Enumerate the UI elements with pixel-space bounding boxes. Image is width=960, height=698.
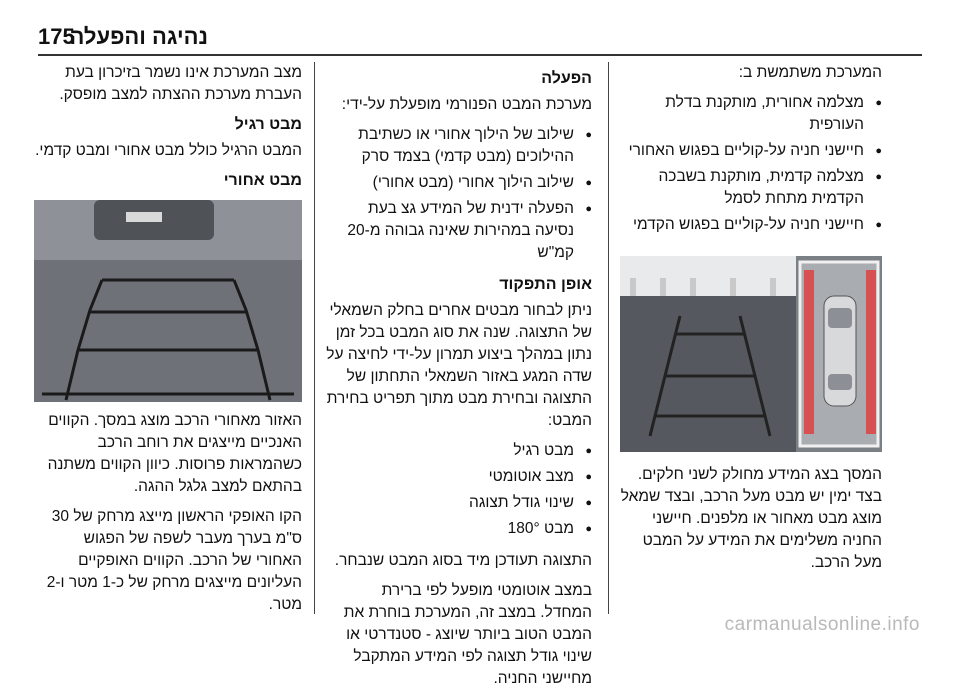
activation-list (326, 124, 592, 264)
normal-view-paragraph: המבט הרגיל כולל מבט אחורי ומבט קדמי. (35, 142, 302, 159)
panoramic-display-image (620, 256, 882, 452)
column-divider (608, 62, 609, 614)
heading-activation: הפעלה (541, 70, 592, 87)
list-item: ● חיישני חניה על-קוליים בפגוש האחורי (620, 140, 864, 162)
heading-rear-view: מבט אחורי (223, 172, 302, 189)
system-intro: המערכת משתמשת ב: (738, 64, 882, 81)
right-column (620, 62, 882, 582)
list-item: ● שינוי גודל תצוגה (326, 492, 574, 514)
heading-normal-view: מבט רגיל (234, 116, 302, 133)
page-number: 175 (38, 24, 75, 49)
list-item: ● שילוב הילוך אחורי (מבט אחורי) (326, 172, 574, 194)
activation-intro: מערכת המבט הפנורמי מופעלת על-ידי: (341, 96, 592, 113)
column-divider (314, 62, 315, 614)
list-item: ● שילוב של הילוך אחורי או כשתיבת ההילוכים (מבט קדמי) בצמד סרק (326, 124, 574, 168)
left-column (34, 62, 302, 624)
list-item: ● חיישני חניה על-קוליים בפגוש הקדמי (620, 214, 864, 236)
system-components-list (620, 92, 882, 236)
auto-mode-paragraph: במצב אוטומטי מופעל לפי ברירת המחדל. במצב זה, המערכת בוחרת את המבט הטוב ביותר שיוצג - סטנדרטי או שינוי גודל תצוגה לפי המידע המתקבל מחיישני החניה. (343, 582, 592, 687)
parking-camera-illustration (620, 256, 882, 452)
list-item: ● מצלמה קדמית, מותקנת בשבכה הקדמית מתחת לסמל (620, 166, 864, 210)
view-modes-list (326, 440, 592, 540)
zone-paragraph: האזור מאחורי הרכב מוצג במסך. הקווים האנכיים מייצגים את רוחב הרכב כשהמראות פרוסות. כיוון הקווים משתנה בהתאם למצב גלגל ההגה. (47, 412, 302, 495)
list-item: ● מבט רגיל (326, 440, 574, 462)
list-item: ● מבט 180° (326, 518, 574, 540)
heading-mode: אופן התפקוד (499, 276, 592, 293)
figure-caption: המסך בצג המידע מחולק לשני חלקים. בצד ימין יש מבט מעל הרכב, ובצד שמאל מוצג מבט מאחור או מלפנים. חיישני החניה משלימים את המידע על המבט מעל הרכב. (620, 466, 882, 571)
guide-lines-paragraph: הקו האופקי הראשון מייצג מרחק של 30 ס"מ בערך מעבר לשפה של הפגוש האחורי של הרכב. הקווים האופקיים העליונים מייצגים מרחק של כ-1 מטר ו-2 מטר. (46, 508, 302, 613)
mode-paragraph: ניתן לבחור מבטים אחרים בחלק השמאלי של התצוגה. שנה את סוג המבט בכל זמן נתון במהלך ביצוע תמרון על-ידי לחיצה על שדה המגע באזור השמאלי התחתון של התצוגה ובחירת מבט מתוך תפריט בחירת המבט: (326, 302, 592, 429)
rear-view-illustration (34, 200, 302, 402)
watermark: carmanualsonline.info (724, 614, 920, 635)
update-paragraph: התצוגה תעודכן מיד בסוג המבט שנבחר. (334, 552, 592, 569)
section-title: נהיגה והפעלה (69, 24, 208, 49)
list-item: ● מצלמה אחורית, מותקנת בדלת העורפית (620, 92, 864, 136)
list-item: ● מצב אוטומטי (326, 466, 574, 488)
memory-note: מצב המערכת אינו נשמר בזיכרון בעת העברת מערכת ההצתה למצב מופסק. (59, 64, 302, 103)
rear-camera-image (34, 200, 302, 402)
middle-column (326, 62, 592, 698)
page-header (0, 0, 960, 58)
list-item: ● הפעלה ידנית של המידע גצ בעת נסיעה במהירות שאינה גבוהה מ-20 קמ"ש (326, 198, 574, 264)
header-rule (38, 54, 922, 56)
